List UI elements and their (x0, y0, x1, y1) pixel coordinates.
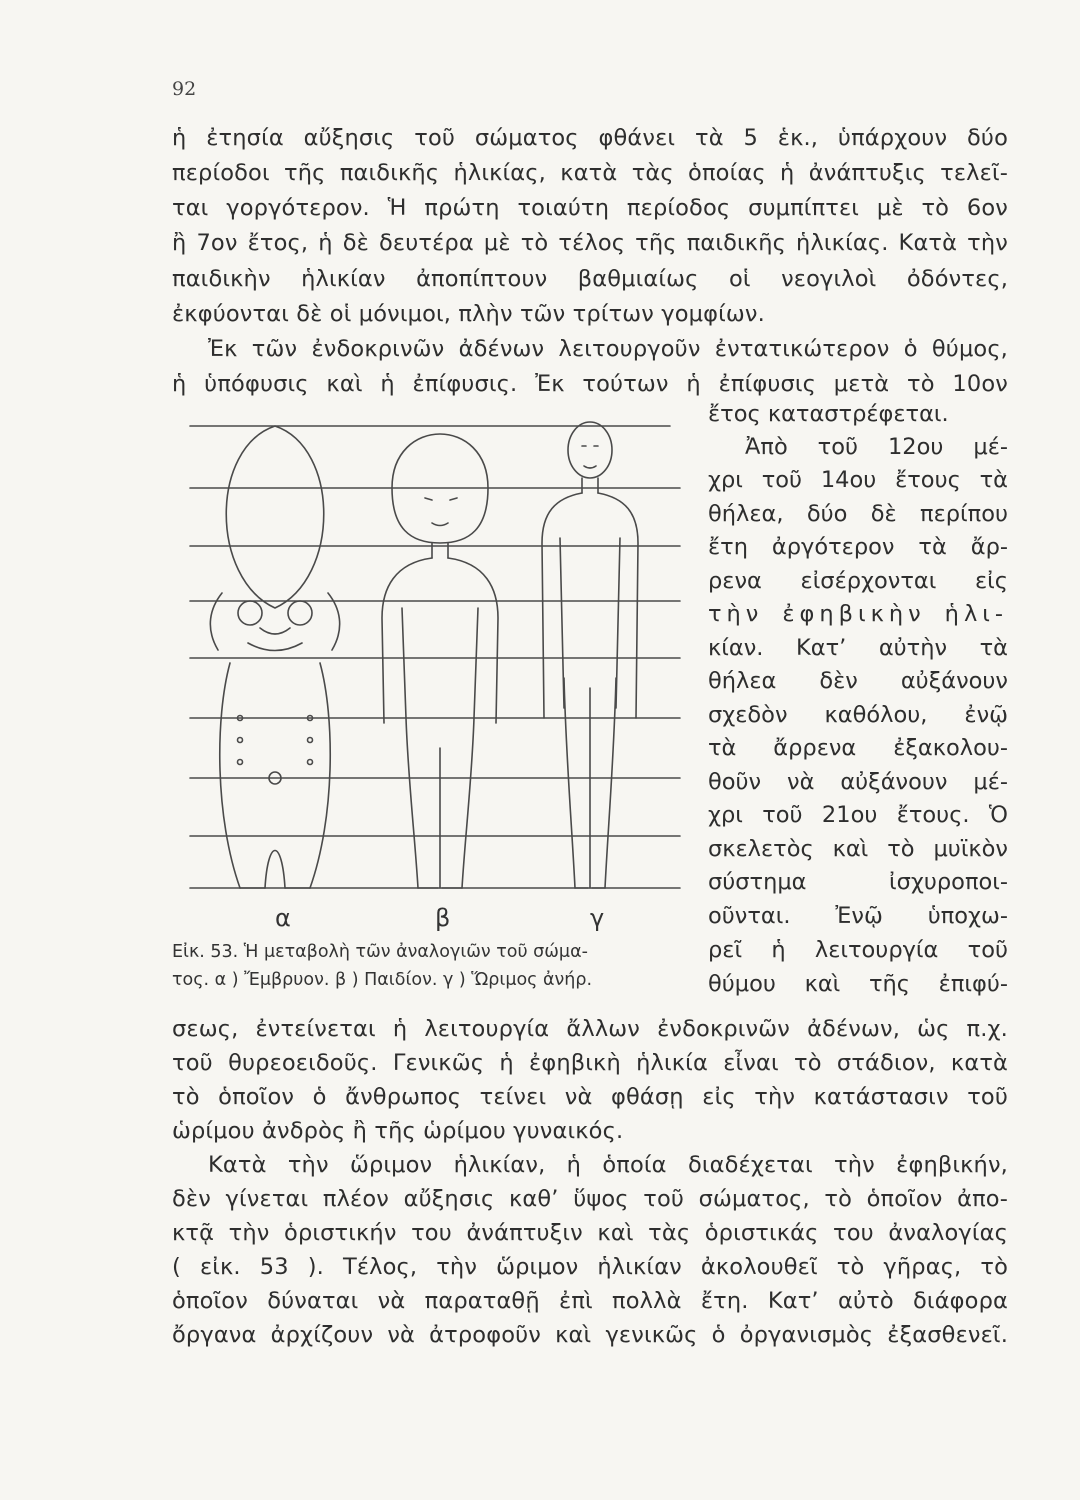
text-line: σκελετὸς καὶ τὸ μυϊκὸν (708, 836, 1008, 862)
figure-caption: Εἰκ. 53. Ἡ μεταβολὴ τῶν ἀναλογιῶν τοῦ σώμα- (172, 942, 588, 962)
page-number: 92 (172, 78, 197, 100)
text-line: χρι τοῦ 21ου ἔτους. Ὁ (708, 802, 1008, 828)
text-line: σεως, ἐντείνεται ἡ λειτουργία ἄλλων ἐνδοκρινῶν ἀδένων, ὡς π.χ. (172, 1016, 1008, 1042)
text-line: ἐκφύονται δὲ οἱ μόνιμοι, πλὴν τῶν τρίτων γομφίων. (172, 301, 765, 327)
figure-label-b: β (435, 904, 451, 932)
text-line: χρι τοῦ 14ου ἔτους τὰ (708, 467, 1008, 493)
text-line: τὰ ἄρρενα ἐξακολου- (708, 735, 1008, 761)
text-line: ( εἰκ. 53 ). Τέλος, τὴν ὥριμον ἡλικίαν ἀκολουθεῖ τὸ γῆρας, τὸ (172, 1254, 1008, 1280)
text-line: ἡ ὑπόφυσις καὶ ἡ ἐπίφυσις. Ἐκ τούτων ἡ ἐπίφυσις μετὰ τὸ 10ον (172, 371, 1008, 397)
embryo-figure (210, 426, 339, 888)
text-line: παιδικὴν ἡλικίαν ἀποπίπτουν βαθμιαίως οἱ νεογιλοὶ ὀδόντες, (172, 266, 1008, 292)
text-line: Ἐκ τῶν ἐνδοκρινῶν ἀδένων λειτουργοῦν ἐντατικώτερον ὁ θύμος, (208, 336, 1008, 362)
text-line: θοῦν νὰ αὐξάνουν μέ- (708, 769, 1008, 795)
text-line: σύστημα ἰσχυροποι- (708, 869, 1008, 895)
text-line: Κατὰ τὴν ὥριμον ἡλικίαν, ἡ ὁποία διαδέχεται τὴν ἐφηβικήν, (208, 1152, 1008, 1178)
text-line: ἔτος καταστρέφεται. (708, 401, 949, 427)
text-line: ἔτη ἀργότερον τὰ ἄρ- (708, 534, 1008, 560)
text-line: ὄργανα ἀρχίζουν νὰ ἀτροφοῦν καὶ γενικῶς ὁ ὀργανισμὸς ἐξασθενεῖ. (172, 1322, 1008, 1348)
text-line: οῦνται. Ἐνῷ ὑποχω- (708, 903, 1008, 929)
text-line: ἡ ἐτησία αὔξησις τοῦ σώματος φθάνει τὰ 5 ἑκ., ὑπάρχουν δύο (172, 125, 1008, 151)
text-line: Ἀπὸ τοῦ 12ου μέ- (745, 434, 1008, 460)
text-line: θήλεα, δύο δὲ περίπου (708, 501, 1008, 527)
text-line: σχεδὸν καθόλου, ἐνῷ (708, 702, 1008, 728)
body-proportions-illustration (170, 418, 700, 928)
child-figure (382, 434, 498, 888)
figure-caption: τος. α ) Ἔμβρυον. β ) Παιδίον. γ ) Ὥριμος ἀνήρ. (172, 970, 593, 990)
adult-figure (542, 422, 638, 888)
text-line: ρεῖ ἡ λειτουργία τοῦ (708, 937, 1008, 963)
text-line: τοῦ θυρεοειδοῦς. Γενικῶς ἡ ἐφηβικὴ ἡλικία εἶναι τὸ στάδιον, κατὰ (172, 1050, 1008, 1076)
text-line: τὴν ἐφηβικὴν ἡλι- (708, 601, 1008, 627)
text-line: κτᾷ τὴν ὁριστικήν του ἀνάπτυξιν καὶ τὰς ὁριστικάς του ἀναλογίας (172, 1220, 1008, 1246)
text-line: δὲν γίνεται πλέον αὔξησις καθ’ ὕψος τοῦ σώματος, τὸ ὁποῖον ἀπο- (172, 1186, 1008, 1212)
text-line: ὡρίμου ἀνδρὸς ἢ τῆς ὡρίμου γυναικός. (172, 1118, 624, 1144)
text-line: κίαν. Κατ’ αὐτὴν τὰ (708, 635, 1008, 661)
figure-label-a: α (275, 904, 291, 932)
text-line: ρενα εἰσέρχονται εἰς (708, 568, 1008, 594)
text-line: τὸ ὁποῖον ὁ ἄνθρωπος τείνει νὰ φθάσῃ εἰς τὴν κατάστασιν τοῦ (172, 1084, 1008, 1110)
figure-label-c: γ (590, 904, 605, 932)
text-line: θήλεα δὲν αὐξάνουν (708, 668, 1008, 694)
text-line: θύμου καὶ τῆς ἐπιφύ- (708, 971, 1008, 997)
text-line: ὁποῖον δύναται νὰ παραταθῇ ἐπὶ πολλὰ ἔτη. Κατ’ αὐτὸ διάφορα (172, 1288, 1008, 1314)
text-line: ται γοργότερον. Ἡ πρώτη τοιαύτη περίοδος συμπίπτει μὲ τὸ 6ον (172, 195, 1008, 221)
text-line: περίοδοι τῆς παιδικῆς ἡλικίας, κατὰ τὰς ὁποίας ἡ ἀνάπτυξις τελεῖ- (172, 160, 1008, 186)
text-line: ἢ 7ον ἔτος, ἡ δὲ δευτέρα μὲ τὸ τέλος τῆς παιδικῆς ἡλικίας. Κατὰ τὴν (172, 230, 1008, 256)
body-proportions-figure (170, 418, 700, 928)
